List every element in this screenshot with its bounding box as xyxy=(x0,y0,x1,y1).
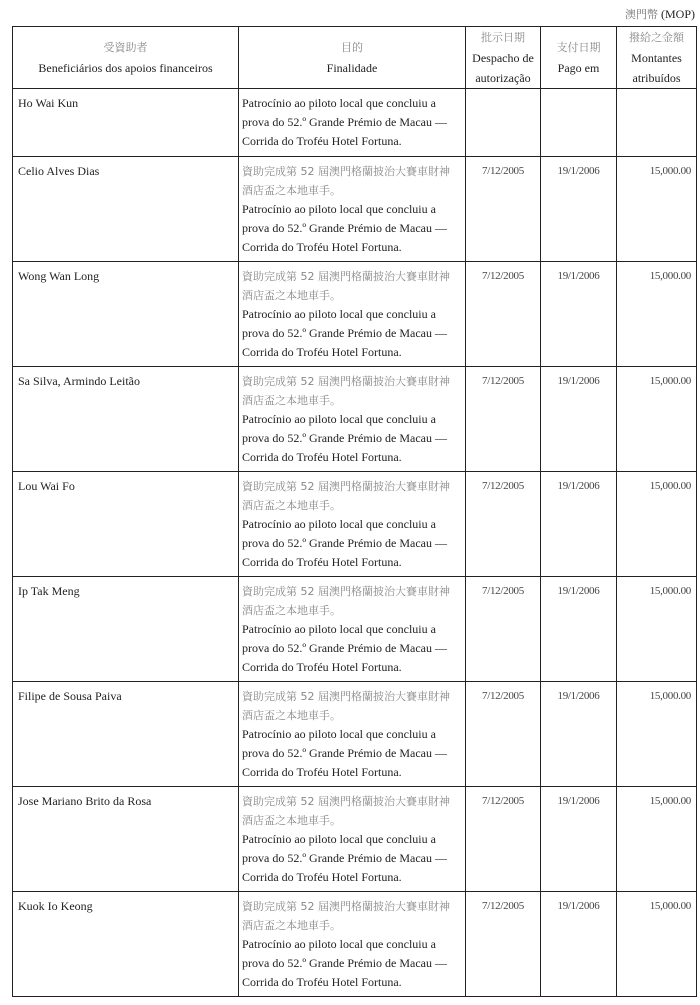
purpose-pt-line: prova do 52.º Grande Prémio de Macau — xyxy=(242,536,447,550)
header-amount xyxy=(617,27,697,89)
amount: 15,000.00 xyxy=(617,367,697,472)
header-purpose-zh: 目的 xyxy=(341,40,363,54)
beneficiary-name: Wong Wan Long xyxy=(13,262,239,367)
purpose-cell xyxy=(239,157,466,262)
purpose-cell xyxy=(239,367,466,472)
purpose-zh-line: 酒店盃之本地車手。 xyxy=(242,604,341,617)
purpose-pt-line: prova do 52.º Grande Prémio de Macau — xyxy=(242,641,447,655)
purpose-pt-line: prova do 52.º Grande Prémio de Macau — xyxy=(242,746,447,760)
table-row xyxy=(13,892,697,997)
purpose-pt-line: Corrida do Troféu Hotel Fortuna. xyxy=(242,240,402,254)
amount: 15,000.00 xyxy=(617,682,697,787)
authorization-date: 7/12/2005 xyxy=(466,577,541,682)
purpose-pt-line: Patrocínio ao piloto local que concluiu a xyxy=(242,202,436,216)
payment-date xyxy=(541,89,617,157)
currency-code: (MOP) xyxy=(660,7,695,21)
purpose-cell xyxy=(239,472,466,577)
purpose-zh-line: 資助完成第 52 屆澳門格蘭披治大賽車財神 xyxy=(242,795,450,808)
purpose-pt-line: Corrida do Troféu Hotel Fortuna. xyxy=(242,660,402,674)
purpose-cell xyxy=(239,682,466,787)
payment-date: 19/1/2006 xyxy=(541,682,617,787)
authorization-date: 7/12/2005 xyxy=(466,892,541,997)
purpose-zh-line: 酒店盃之本地車手。 xyxy=(242,394,341,407)
purpose-zh-line: 酒店盃之本地車手。 xyxy=(242,814,341,827)
purpose-pt-line: Corrida do Troféu Hotel Fortuna. xyxy=(242,765,402,779)
table-row xyxy=(13,262,697,367)
header-payment-pt: Pago em xyxy=(557,60,600,75)
beneficiary-name: Jose Mariano Brito da Rosa xyxy=(13,787,239,892)
beneficiary-name: Sa Silva, Armindo Leitão xyxy=(13,367,239,472)
purpose-cell xyxy=(239,787,466,892)
authorization-date: 7/12/2005 xyxy=(466,157,541,262)
beneficiary-name: Celio Alves Dias xyxy=(13,157,239,262)
purpose-pt-line: Corrida do Troféu Hotel Fortuna. xyxy=(242,975,402,989)
purpose-pt-line: prova do 52.º Grande Prémio de Macau — xyxy=(242,956,447,970)
purpose-pt-line: Patrocínio ao piloto local que concluiu a xyxy=(242,517,436,531)
beneficiary-name: Lou Wai Fo xyxy=(13,472,239,577)
payment-date: 19/1/2006 xyxy=(541,262,617,367)
subsidy-table xyxy=(12,26,697,997)
purpose-zh-line: 資助完成第 52 屆澳門格蘭披治大賽車財神 xyxy=(242,585,450,598)
beneficiary-name: Ip Tak Meng xyxy=(13,577,239,682)
purpose-pt-line: prova do 52.º Grande Prémio de Macau — xyxy=(242,326,447,340)
purpose-pt-line: Corrida do Troféu Hotel Fortuna. xyxy=(242,345,402,359)
header-beneficiary xyxy=(13,27,239,89)
purpose-pt-line: prova do 52.º Grande Prémio de Macau — xyxy=(242,431,447,445)
amount: 15,000.00 xyxy=(617,577,697,682)
table-row xyxy=(13,157,697,262)
table-row xyxy=(13,577,697,682)
beneficiary-name: Ho Wai Kun xyxy=(13,89,239,157)
amount xyxy=(617,89,697,157)
purpose-pt-line: Patrocínio ao piloto local que concluiu a xyxy=(242,622,436,636)
purpose-zh-line: 酒店盃之本地車手。 xyxy=(242,289,341,302)
purpose-zh-line: 酒店盃之本地車手。 xyxy=(242,184,341,197)
purpose-pt-line: Patrocínio ao piloto local que concluiu a xyxy=(242,307,436,321)
purpose-pt-line: Patrocínio ao piloto local que concluiu a xyxy=(242,727,436,741)
table-row xyxy=(13,787,697,892)
header-beneficiary-zh: 受資助者 xyxy=(103,40,148,54)
authorization-date: 7/12/2005 xyxy=(466,262,541,367)
purpose-pt-line: Corrida do Troféu Hotel Fortuna. xyxy=(242,555,402,569)
payment-date: 19/1/2006 xyxy=(541,787,617,892)
purpose-zh-line: 資助完成第 52 屆澳門格蘭披治大賽車財神 xyxy=(242,480,450,493)
amount: 15,000.00 xyxy=(617,157,697,262)
authorization-date: 7/12/2005 xyxy=(466,787,541,892)
currency-label xyxy=(625,6,695,22)
authorization-date: 7/12/2005 xyxy=(466,682,541,787)
amount: 15,000.00 xyxy=(617,787,697,892)
purpose-pt-line: Corrida do Troféu Hotel Fortuna. xyxy=(242,450,402,464)
purpose-zh-line: 酒店盃之本地車手。 xyxy=(242,919,341,932)
authorization-date: 7/12/2005 xyxy=(466,367,541,472)
payment-date: 19/1/2006 xyxy=(541,472,617,577)
header-purpose xyxy=(239,27,466,89)
header-purpose-pt: Finalidade xyxy=(326,60,378,75)
purpose-cell xyxy=(239,89,466,157)
payment-date: 19/1/2006 xyxy=(541,892,617,997)
purpose-pt-line: Corrida do Troféu Hotel Fortuna. xyxy=(242,134,402,148)
header-payment-zh: 支付日期 xyxy=(556,40,601,54)
purpose-zh-line: 酒店盃之本地車手。 xyxy=(242,709,341,722)
purpose-pt-line: prova do 52.º Grande Prémio de Macau — xyxy=(242,221,447,235)
currency-zh: 澳門幣 xyxy=(624,8,658,21)
purpose-zh-line: 酒店盃之本地車手。 xyxy=(242,499,341,512)
table-row xyxy=(13,89,697,157)
table-row xyxy=(13,682,697,787)
purpose-cell xyxy=(239,262,466,367)
header-amount-zh: 撥給之金額 xyxy=(629,30,684,44)
purpose-zh-line: 資助完成第 52 屆澳門格蘭披治大賽車財神 xyxy=(242,690,450,703)
purpose-pt-line: Corrida do Troféu Hotel Fortuna. xyxy=(242,870,402,884)
table-header-row xyxy=(13,27,697,89)
purpose-cell xyxy=(239,577,466,682)
amount: 15,000.00 xyxy=(617,472,697,577)
purpose-cell xyxy=(239,892,466,997)
header-authorization-date xyxy=(466,27,541,89)
header-payment-date xyxy=(541,27,617,89)
authorization-date: 7/12/2005 xyxy=(466,472,541,577)
purpose-pt-line: Patrocínio ao piloto local que concluiu a xyxy=(242,937,436,951)
table-row xyxy=(13,472,697,577)
header-authorization-pt2: autorização xyxy=(475,70,531,85)
purpose-zh-line: 資助完成第 52 屆澳門格蘭披治大賽車財神 xyxy=(242,165,450,178)
beneficiary-name: Kuok Io Keong xyxy=(13,892,239,997)
beneficiary-name: Filipe de Sousa Paiva xyxy=(13,682,239,787)
header-authorization-pt1: Despacho de xyxy=(472,50,534,65)
header-authorization-zh: 批示日期 xyxy=(481,30,525,44)
amount: 15,000.00 xyxy=(617,262,697,367)
purpose-pt-line: Patrocínio ao piloto local que concluiu a xyxy=(242,832,436,846)
header-beneficiary-pt: Beneficiários dos apoios financeiros xyxy=(38,60,213,75)
purpose-pt-line: Patrocínio ao piloto local que concluiu a xyxy=(242,96,436,110)
purpose-pt-line: prova do 52.º Grande Prémio de Macau — xyxy=(242,115,447,129)
payment-date: 19/1/2006 xyxy=(541,157,617,262)
amount: 15,000.00 xyxy=(617,892,697,997)
purpose-pt-line: prova do 52.º Grande Prémio de Macau — xyxy=(242,851,447,865)
header-amount-pt1: Montantes xyxy=(631,50,682,65)
purpose-zh-line: 資助完成第 52 屆澳門格蘭披治大賽車財神 xyxy=(242,375,450,388)
table-row xyxy=(13,367,697,472)
purpose-zh-line: 資助完成第 52 屆澳門格蘭披治大賽車財神 xyxy=(242,900,450,913)
payment-date: 19/1/2006 xyxy=(541,577,617,682)
payment-date: 19/1/2006 xyxy=(541,367,617,472)
authorization-date xyxy=(466,89,541,157)
purpose-pt-line: Patrocínio ao piloto local que concluiu a xyxy=(242,412,436,426)
header-amount-pt2: atribuídos xyxy=(632,70,681,85)
purpose-zh-line: 資助完成第 52 屆澳門格蘭披治大賽車財神 xyxy=(242,270,450,283)
